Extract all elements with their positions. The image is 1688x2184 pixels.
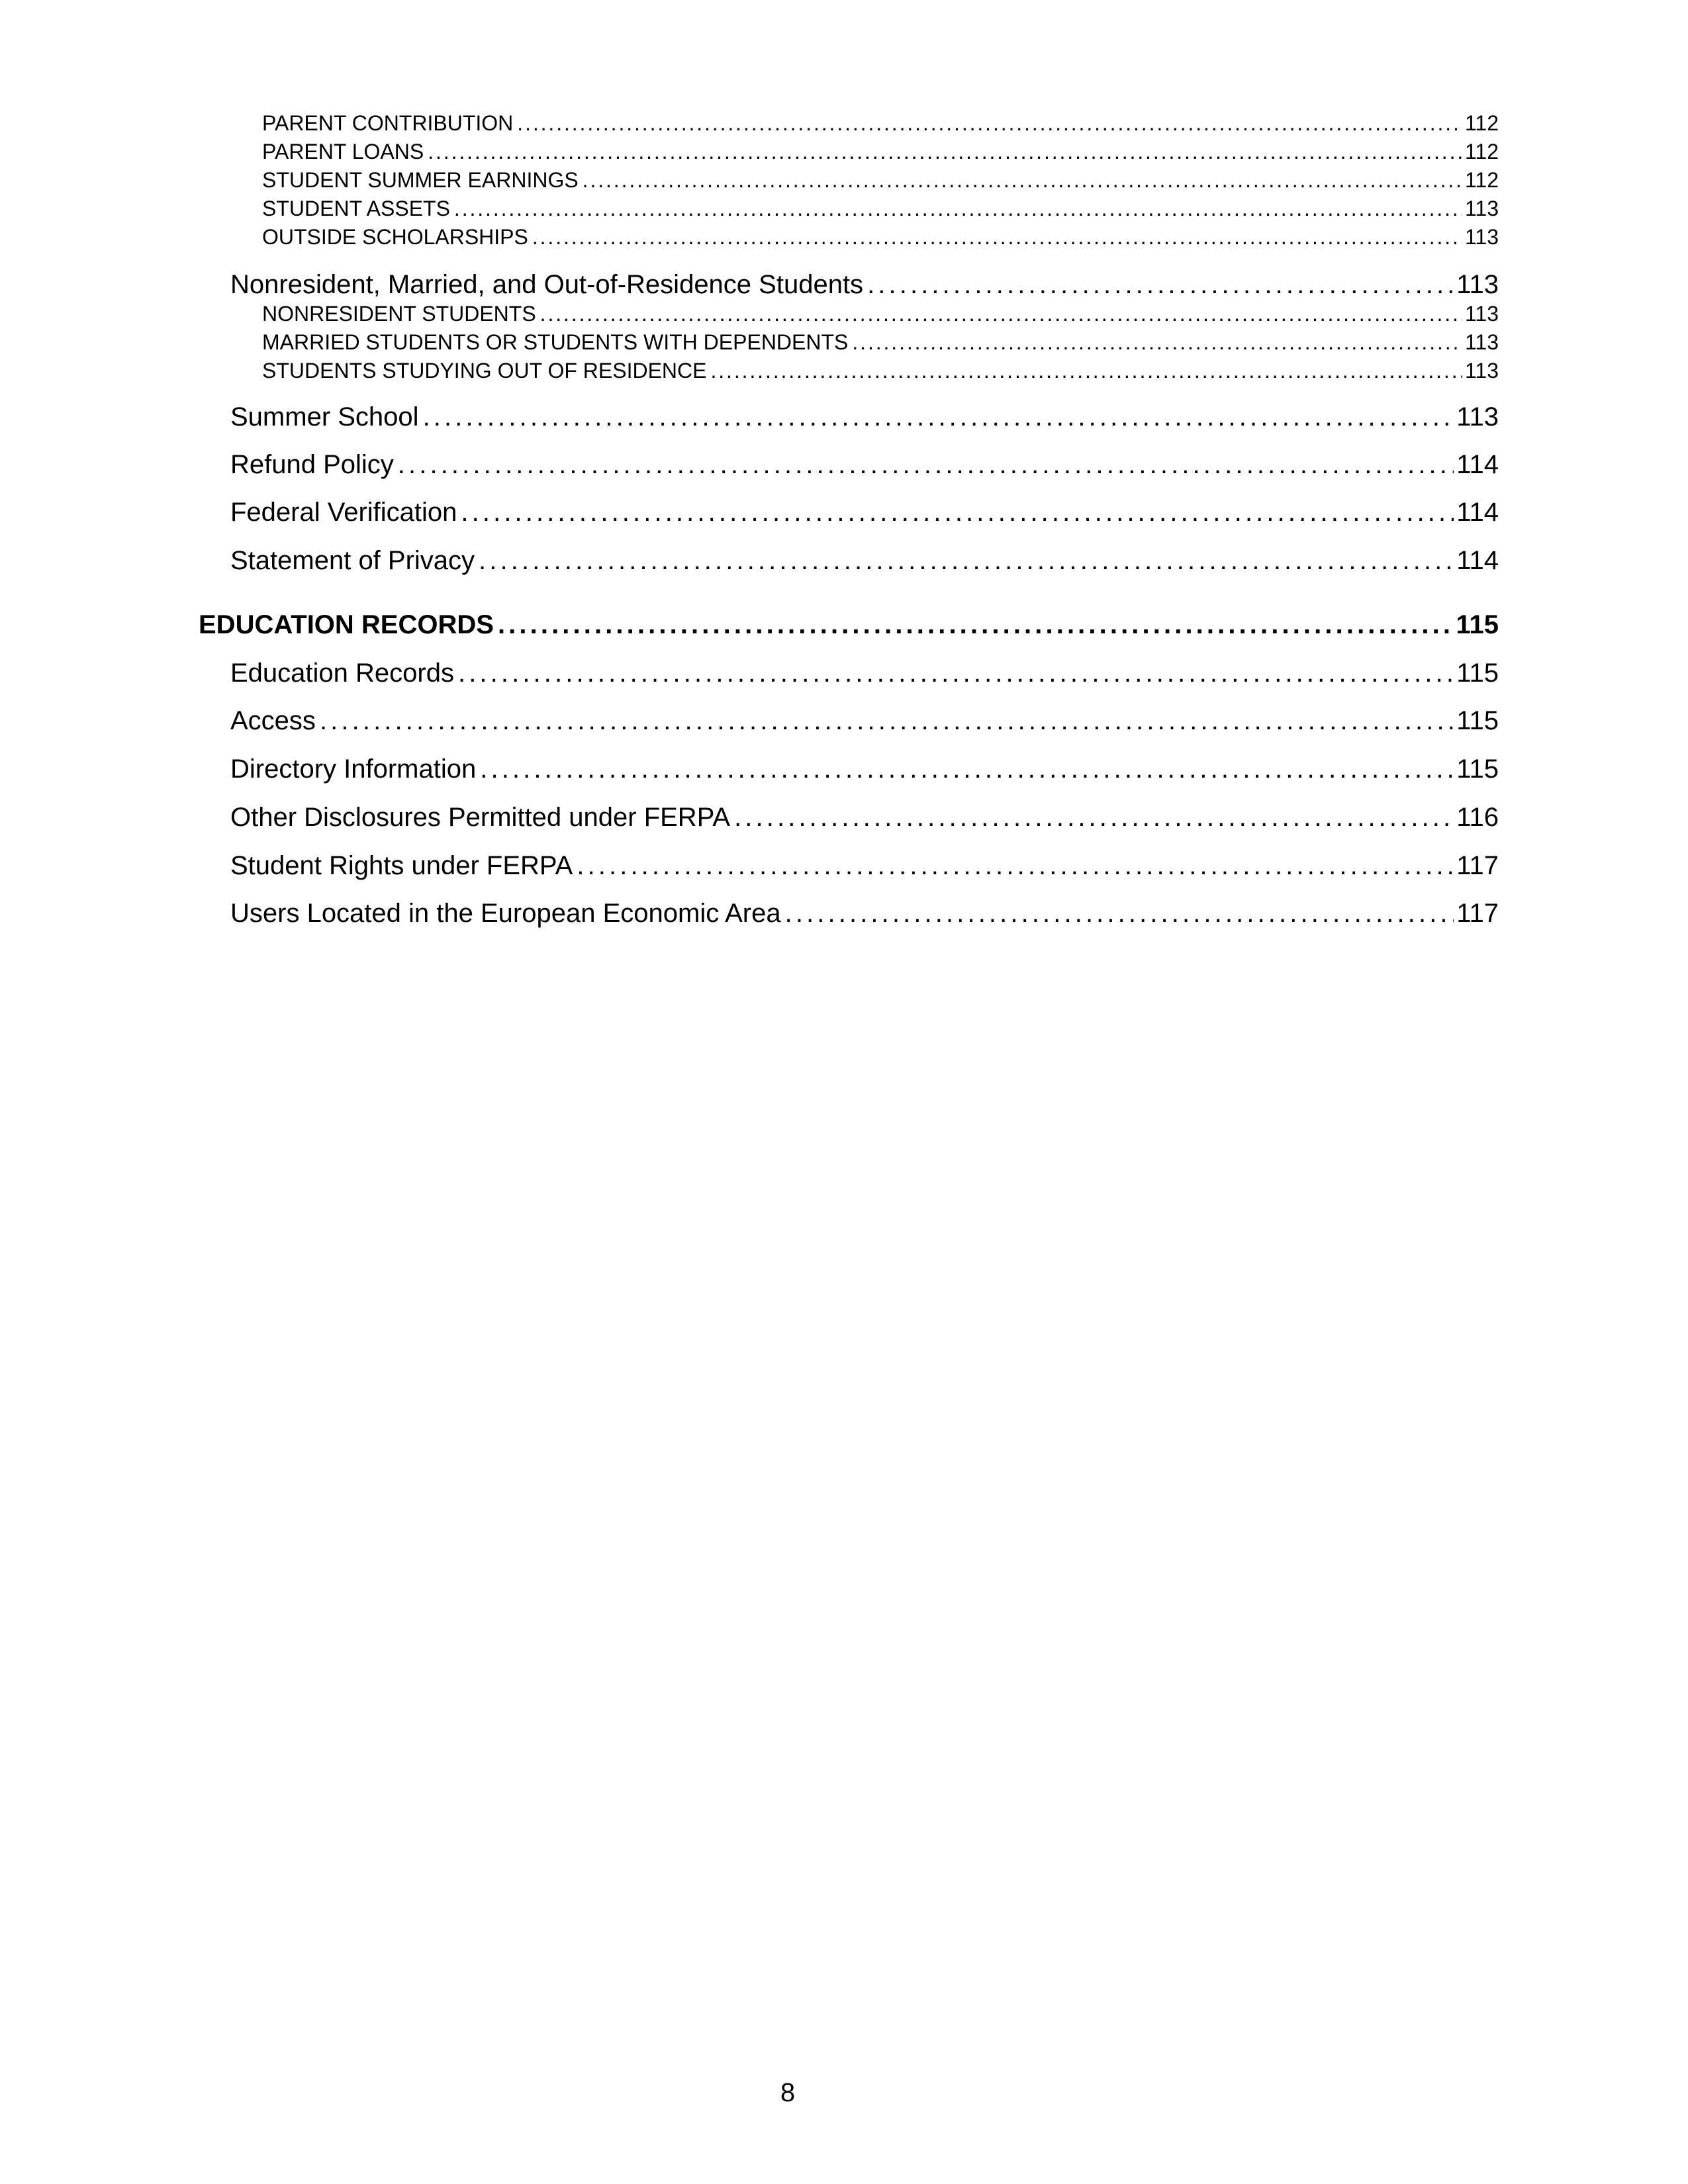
toc-entry-page: 115 bbox=[1456, 754, 1499, 784]
toc-entry[interactable] bbox=[230, 546, 1499, 576]
toc-entry[interactable] bbox=[262, 140, 1499, 164]
toc-entry[interactable] bbox=[262, 225, 1499, 250]
toc-entry-page: 112 bbox=[1464, 140, 1499, 163]
toc-entry[interactable] bbox=[199, 610, 1499, 640]
toc-entry-title: Access bbox=[230, 706, 316, 735]
toc-entry-title: PARENT CONTRIBUTION bbox=[262, 111, 514, 135]
toc-entry-title: STUDENT ASSETS bbox=[262, 197, 450, 220]
dot-leader bbox=[479, 546, 1454, 576]
toc-entry-title: MARRIED STUDENTS OR STUDENTS WITH DEPENDENTS bbox=[262, 330, 849, 354]
toc-entry[interactable] bbox=[230, 270, 1499, 300]
dot-leader bbox=[583, 168, 1462, 193]
toc-entry-page: 114 bbox=[1456, 498, 1499, 527]
toc-entry-title: Directory Information bbox=[230, 754, 477, 784]
dot-leader bbox=[517, 111, 1462, 136]
toc-entry-title: Education Records bbox=[230, 659, 454, 688]
toc-entry-page: 114 bbox=[1456, 450, 1499, 479]
toc-entry-page: 115 bbox=[1456, 706, 1499, 735]
toc-entry-page: 113 bbox=[1456, 402, 1499, 432]
toc-entry[interactable] bbox=[230, 851, 1499, 881]
dot-leader bbox=[710, 359, 1462, 383]
toc-entry[interactable] bbox=[230, 706, 1499, 736]
toc-entry-title: Student Rights under FERPA bbox=[230, 851, 573, 880]
toc-entry[interactable] bbox=[230, 899, 1499, 929]
toc-entry-title: OUTSIDE SCHOLARSHIPS bbox=[262, 225, 528, 249]
dot-leader bbox=[454, 197, 1462, 221]
dot-leader bbox=[458, 659, 1454, 688]
toc-entry-page: 115 bbox=[1456, 659, 1499, 688]
toc-entry-title: Nonresident, Married, and Out-of-Residence Students bbox=[230, 270, 864, 299]
dot-leader bbox=[320, 706, 1454, 736]
toc-entry-title: Summer School bbox=[230, 402, 419, 432]
dot-leader bbox=[540, 302, 1462, 326]
toc-entry-page: 113 bbox=[1464, 359, 1499, 383]
toc-entry-title: EDUCATION RECORDS bbox=[199, 610, 494, 639]
toc-entry[interactable] bbox=[230, 659, 1499, 688]
toc-entry[interactable] bbox=[262, 111, 1499, 136]
toc-entry-page: 117 bbox=[1456, 851, 1499, 880]
toc-entry-page: 116 bbox=[1456, 803, 1499, 832]
toc-entry[interactable] bbox=[230, 498, 1499, 527]
dot-leader bbox=[480, 754, 1454, 784]
page-number: 8 bbox=[780, 2078, 796, 2107]
toc-entry[interactable] bbox=[230, 803, 1499, 833]
dot-leader bbox=[461, 498, 1454, 527]
dot-leader bbox=[532, 225, 1462, 250]
toc-entry-title: Users Located in the European Economic Area bbox=[230, 899, 781, 928]
toc-entry[interactable] bbox=[262, 359, 1499, 383]
toc-entry-page: 113 bbox=[1464, 225, 1499, 249]
dot-leader bbox=[577, 851, 1454, 881]
dot-leader bbox=[785, 899, 1454, 929]
toc-entry-title: Federal Verification bbox=[230, 498, 457, 527]
toc-entry[interactable] bbox=[262, 197, 1499, 221]
toc-entry[interactable] bbox=[230, 754, 1499, 784]
toc-entry-page: 113 bbox=[1464, 197, 1499, 220]
toc-entry-title: Refund Policy bbox=[230, 450, 394, 479]
toc-entry-page: 112 bbox=[1464, 111, 1499, 135]
toc-entry-title: Statement of Privacy bbox=[230, 546, 475, 575]
toc-entry-page: 112 bbox=[1464, 168, 1499, 192]
toc-entry[interactable] bbox=[262, 168, 1499, 193]
dot-leader bbox=[852, 330, 1462, 355]
toc-entry-page: 113 bbox=[1456, 270, 1499, 299]
toc-entry-page: 115 bbox=[1456, 610, 1499, 639]
dot-leader bbox=[423, 402, 1454, 432]
dot-leader bbox=[398, 450, 1454, 480]
dot-leader bbox=[867, 270, 1454, 300]
toc-entry-title: PARENT LOANS bbox=[262, 140, 424, 163]
toc-entry[interactable] bbox=[230, 450, 1499, 480]
toc-entry[interactable] bbox=[230, 402, 1499, 432]
toc-entry-title: STUDENT SUMMER EARNINGS bbox=[262, 168, 579, 192]
toc-entry-page: 113 bbox=[1464, 330, 1499, 354]
toc-entry-title: STUDENTS STUDYING OUT OF RESIDENCE bbox=[262, 359, 707, 383]
toc-entry-title: Other Disclosures Permitted under FERPA bbox=[230, 803, 731, 832]
dot-leader bbox=[734, 803, 1454, 833]
toc-entry-page: 113 bbox=[1464, 302, 1499, 326]
dot-leader bbox=[428, 140, 1462, 164]
toc-entry-page: 114 bbox=[1456, 546, 1499, 575]
toc-entry[interactable] bbox=[262, 330, 1499, 355]
toc-entry-title: NONRESIDENT STUDENTS bbox=[262, 302, 536, 326]
toc-entry-page: 117 bbox=[1456, 899, 1499, 928]
dot-leader bbox=[498, 610, 1454, 640]
toc-entry[interactable] bbox=[262, 302, 1499, 326]
